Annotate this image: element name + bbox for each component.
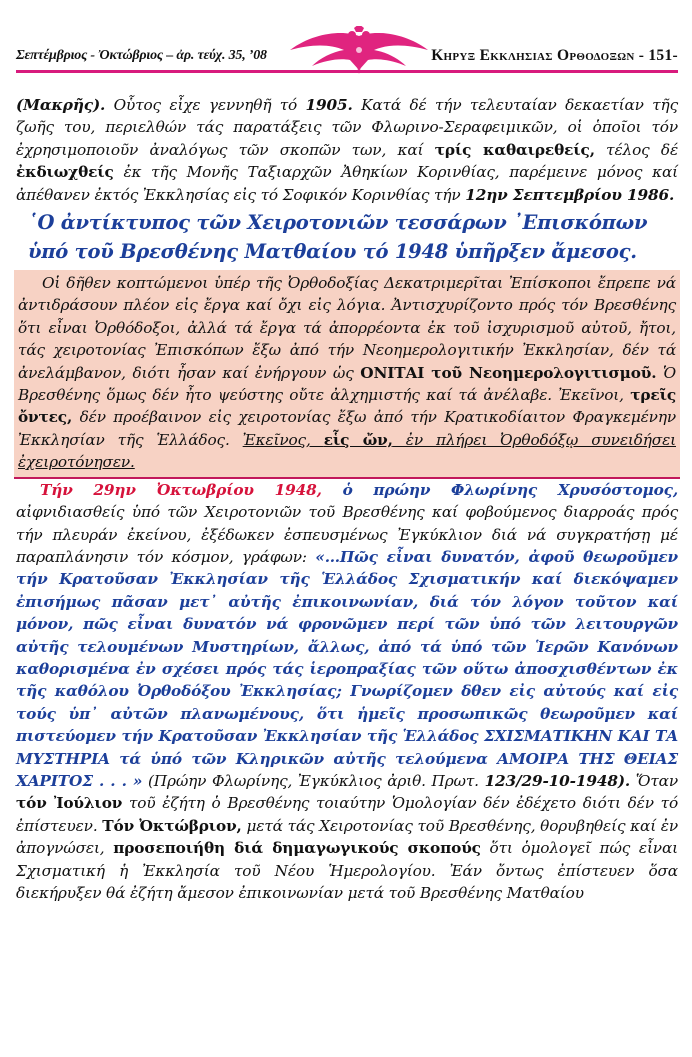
text-span: εἷς ὤν, [323, 430, 393, 449]
text-span: Κατά δέ τήν τελευταίαν δεκαετίαν τῆς ζωῆς του, περιελθών τάς παρατάξεις τῶν Φλωρινο-Σεραφειμικῶν, οἱ ὁποῖοι τόν ἐχρησιμοποιοῦν ἀναλόγως τῶν σκοπῶν των, καί [16, 96, 678, 159]
header-rule [16, 70, 678, 73]
encyclical-quote: «…Πῶς εἶναι δυνατόν, ἀφοῦ θεωροῦμεν τήν Κρατοῦσαν Ἐκκλησίαν τῆς Ἑλλάδος Σχισματικήν καί διεκόψαμεν ἐπισήμως πᾶσαν μετ᾿ αὐτῆς ἐπικοινωνίαν, διά τόν λόγον τοῦτον καί μόνον, πῶς εἶναι δυνατόν νά φρονῶμεν περί τῶν ὑπό τῶν λειτουργῶν αὐτῆς τελουμένων Μυστηρίων, ἄλλως, ἀπό τά ὑπό τῶν Ἱερῶν Κανόνων καθορισμένα ἐν σχέσει πρός τάς ἱεροπραξίας τῶν οὕτω ἀποσχισθέντων ἐκ τῆς καθόλου Ὀρθοδόξου Ἐκκλησίας; Γνωρίζομεν δθεν εἰς αὐτούς καί εἰς τούς ὑπ᾿ αὐτῶν πλανωμένους, ὅτι ἡμεῖς προσωπικῶς θεωροῦμεν καί πιστεύομεν τήν Κρατοῦσαν Ἐκκλησίαν τῆς Ἑλλάδος ΣΧΙΣΜΑΤΙΚΗΝ ΚΑΙ ΤΑ ΜΥΣΤΗΡΙΑ τά ὑπό τῶν Κληρικῶν αὐτῆς τελούμενα ΑΜΟΙΡΑ ΤΗΣ ΘΕΙΑΣ ΧΑΡΙΤΟΣ . . . » [16, 547, 678, 790]
text-span: δέν προέβαινον εἰς χειροτονίας ἔξω ἀπό τήν Κρατικοδίαιτον Φραγκεμένην Ἐκκλησίαν τῆς Ἑλλάδος. [18, 408, 676, 449]
text-span: ΟΝΙΤΑΙ τοῦ Νεοημερολογιτισμοῦ. [360, 363, 657, 382]
text-span: προσεποιήθη διά δημαγωγικούς σκοπούς [113, 839, 481, 858]
highlighted-passage [14, 270, 680, 479]
paragraph-2 [16, 479, 678, 905]
section-heading [16, 208, 678, 266]
text-span: ὅτι ὁμολογεῖ πώς εἶναι Σχισματική ἡ Ἐκκλησία τοῦ Νέου Ἡμερολογίου. Ἐάν ὄντως ἐπίστευεν ὅσα διεκήρυξεν θά ἐζήτη ἄμεσον ἐπικοινωνίαν μετά τοῦ Βρεσθένης Ματθαίου [16, 839, 678, 902]
text-span: Ὁ Βρεσθένης ὅμως δέν ἦτο ψεύστης οὔτε ἀλχημιστής καί τά ἀνέλαβε. Ἐκεῖνοι, [18, 363, 676, 405]
text-span: ἐκδιωχθείς [16, 163, 114, 182]
text-span: Οὗτος εἶχε γεννηθῆ τό [105, 96, 306, 114]
text-span: ἐν πλήρει Ὀρθοδόξῳ συνειδήσει ἐχειροτόνησεν. [18, 430, 676, 472]
text-span: ἐκ τῆς Μονῆς Ταξιαρχῶν Ἀθηκίων Κορινθίας, παρέμεινε μόνος καί ἀπέθανεν ἐκτός Ἐκκλησίας εἰς τό Σοφικόν Κορινθίας τήν [16, 163, 678, 204]
text-span: αἰφνιδιασθείς ὑπό τῶν Χειροτονιῶν τοῦ Βρεσθένης καί φοβούμενος διαρροάς πρός τήν πλευράν ἐκείνου, ἐξέδωκεν ἐσπευσμένως Ἐγκύκλιον διά νά συγκρατήσῃ μέ παραπλάνησιν τόν κόσμον, γράφων: [16, 503, 678, 566]
text-span: 12ην Σεπτεμβρίου 1986. [465, 185, 675, 204]
heading-line-2: ὑπό τοῦ Βρεσθένης Ματθαίου τό 1948 ὑπῆρξεν ἄμεσος. [28, 240, 637, 264]
paragraph-1 [16, 94, 678, 206]
text-span: τρεῖς ὄντες, [18, 386, 676, 427]
article-body [16, 94, 678, 904]
double-headed-eagle-icon [284, 26, 434, 76]
heading-line-1: ῾Ο ἀντίκτυπος τῶν Χειροτονιῶν τεσσάρων ᾿Επισκόπων [28, 211, 648, 235]
text-span: Τόν Ὀκτώβριον, [102, 816, 242, 835]
highlight-paragraph [18, 272, 676, 474]
text-span: Ὅταν [630, 771, 678, 790]
text-span: τρίς καθαιρεθείς, [434, 140, 595, 159]
text-span: 123/29-10-1948). [484, 771, 631, 790]
date-text: Τήν 29ην Ὀκτωβρίου 1948, [40, 480, 322, 499]
text-span: τέλος δέ [594, 140, 678, 159]
text-span: τόν Ἰούλιον [16, 794, 123, 813]
text-span: Οἱ δῆθεν κοπτώμενοι ὑπέρ τῆς Ὀρθοδοξίας Δεκατριμερῖται Ἐπίσκοποι ἔπρεπε νά ἀντιδράσουν πλέον εἰς ἔργα καί ὄχι εἰς λόγια. Ἀντισχυρίζοντο πρός τόν Βρεσθένης ὅτι εἶναι Ὀρθόδοξοι, ἀλλά τά ἔργα τά ἀπορρέοντα ἐκ τοῦ ἰσχυρισμοῦ αὐτοῦ, ἤτοι, τάς χειροτονίας Ἐπισκόπων ἔξω ἀπό τήν Νεοημερολογιτικήν Ἐκκλησίαν, δέν τά ἀνελάμβανον, διότι ἦσαν καί ἐνήργουν ὡς [18, 274, 676, 382]
text-span: μετά τάς Χειροτονίας τοῦ Βρεσθένης, θορυβηθείς καί ἐν ἀπογνώσει, [16, 816, 678, 858]
text-span: τοῦ ἐζήτη ὁ Βρεσθένης τοιαύτην Ὁμολογίαν δέν ἐδέχετο διότι δέν τό ἐπίστευεν. [16, 794, 678, 835]
page-header [16, 30, 678, 74]
issue-info: Σεπτέμβριος - Ὀκτώβριος – ἀρ. τεύχ. 35, ’08 [16, 48, 267, 63]
text-span: (Πρώην Φλωρίνης, Ἐγκύκλιος ἀριθ. Πρωτ. [142, 771, 485, 790]
text-span: Ἐκεῖνος, [242, 430, 324, 449]
text-span: 1905. [305, 96, 353, 114]
journal-title: Κηρυξ Εκκλησιας Ορθοδοξων - 151- [431, 47, 678, 64]
text-span: (Μακρῆς). [16, 96, 106, 114]
text-span: ὁ πρώην Φλωρίνης Χρυσόστομος, [321, 480, 678, 499]
